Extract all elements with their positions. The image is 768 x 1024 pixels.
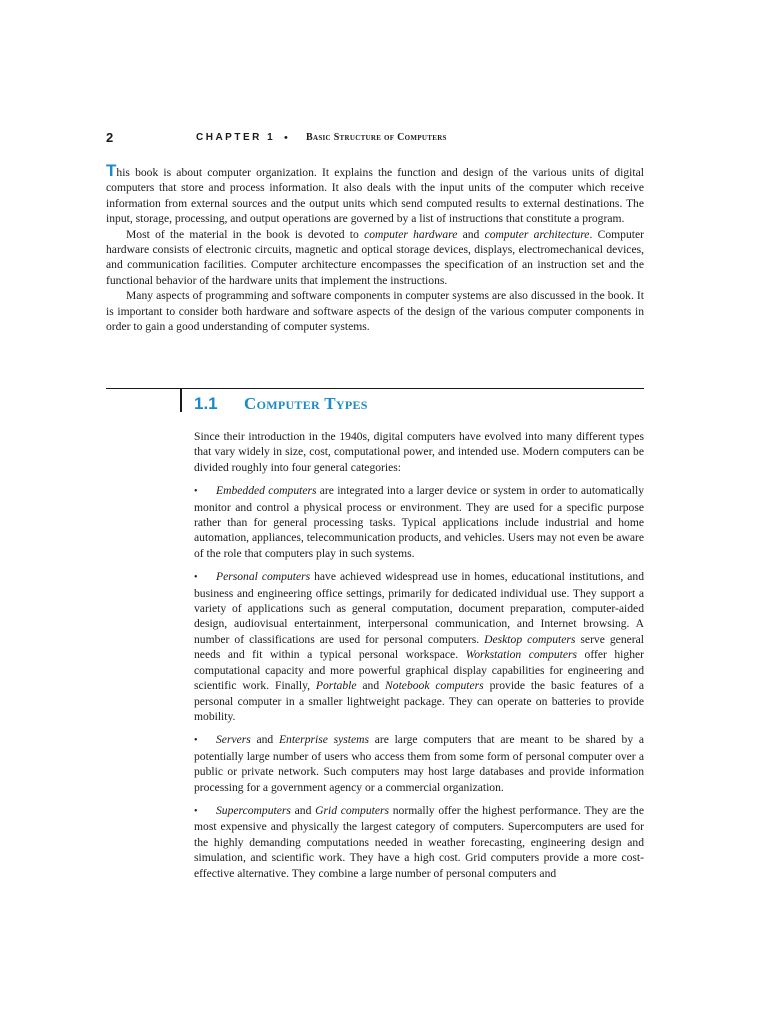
section-body xyxy=(194,429,644,889)
bullet-2-text-e: provide the basic features of a personal computer in a smaller lightweight package. They can operate on batteries to provide mobility. xyxy=(194,679,644,723)
bullet-icon: • xyxy=(194,735,198,747)
section-marker-bar xyxy=(180,388,182,412)
chapter-label: CHAPTER 1 xyxy=(196,132,276,143)
bullet-4-text-b: normally offer the highest performance. They are the most expensive and physically the largest category of computers. Supercomputers are used for the highly demanding computations needed in weather forecasting, engineering design and simulation, and scientific work. They have a high cost. Grid computers provide a more cost-effective alternative. They combine a large number of personal computers and xyxy=(194,803,644,880)
intro-p2-c: . Computer hardware consists of electronic circuits, magnetic and optical storage devices, displays, electromechanical devices, and communication facilities. Computer architecture encompasses the specification of an instruction set and the functional behavior of the hardware units that implement the instructions. xyxy=(106,227,644,287)
list-item xyxy=(194,483,644,561)
bullet-icon: • xyxy=(194,572,198,584)
intro-paragraph-1 xyxy=(106,161,644,227)
term-portable: Portable xyxy=(315,679,357,693)
bullet-2-text-a: have achieved widespread use in homes, educational institutions, and business and engineering office settings, primarily for dedicated individual use. They support a variety of applications such as general computation, document preparation, computer-aided design, audiovisual entertainment, interpersonal communication, and Internet browsing. A number of classifications are used for personal computers. xyxy=(194,570,644,646)
term-workstation-computers: Workstation computers xyxy=(465,648,578,662)
bullet-2-text-c: offer higher computational capacity and more powerful graphical display capabilities for engineering and scientific work. Finally, xyxy=(194,648,645,693)
drop-cap: T xyxy=(106,161,117,180)
bullet-3-text-b: are large computers that are meant to be shared by a potentially large number of users who access them from some form of personal computer over a public or private network. Such computers may host large databases and provide information processing for a government agency or a commercial organization. xyxy=(194,733,644,794)
list-item xyxy=(194,803,644,881)
intro-p2-b: and xyxy=(457,227,485,241)
section-title: Computer Types xyxy=(244,394,368,413)
term-notebook-computers: Notebook computers xyxy=(385,679,484,693)
bullet-1-text: are integrated into a larger device or system in order to automatically monitor and control a physical process or environment. They are used for a specific purpose rather than for general processing tasks. Typical applications include industrial and home automation, appliances, telecommunication products, and vehicles. Users may not even be aware of the role that computers play in such systems. xyxy=(194,484,644,560)
running-head xyxy=(106,129,646,147)
term-computer-architecture: computer architecture xyxy=(484,227,590,241)
section-number: 1.1 xyxy=(194,394,218,413)
header-separator: • xyxy=(284,132,288,144)
bullet-2-text-d: and xyxy=(356,679,386,693)
intro-paragraph-2 xyxy=(106,227,644,289)
term-personal-computers: Personal computers xyxy=(216,570,311,584)
term-supercomputers: Supercomputers xyxy=(216,803,291,817)
term-computer-hardware: computer hardware xyxy=(364,227,458,241)
bullet-2-text-b: serve general needs and fit within a typical personal workspace. xyxy=(194,632,644,662)
chapter-title: Basic Structure of Computers xyxy=(306,132,447,143)
bullet-icon: • xyxy=(194,805,198,817)
term-grid-computers: Grid computers xyxy=(315,803,390,817)
term-servers: Servers xyxy=(216,733,251,747)
term-embedded-computers: Embedded computers xyxy=(216,484,317,498)
bullet-icon: • xyxy=(194,486,198,498)
intro-paragraph-3 xyxy=(106,288,644,334)
section-rule xyxy=(106,388,644,389)
intro-p1-text: his book is about computer organization. It explains the function and design of the various units of digital computers that store and process information. It also deals with the input units of the computer which receive information from external sources and the output units which send computed results to external destinations. The input, storage, processing, and output operations are governed by a list of instructions that constitute a program. xyxy=(106,166,644,226)
bullet-4-text-a: and xyxy=(290,803,316,817)
term-desktop-computers: Desktop computers xyxy=(484,632,576,646)
bullet-3-text-a: and xyxy=(250,733,279,747)
intro-p2-a: Most of the material in the book is devoted to xyxy=(126,227,365,241)
list-item xyxy=(194,732,644,795)
intro-p3-text: Many aspects of programming and software components in computer systems are also discussed in the book. It is important to consider both hardware and software aspects of the design of the various computer components in order to gain a good understanding of computer systems. xyxy=(106,289,644,334)
list-item xyxy=(194,569,644,724)
term-enterprise-systems: Enterprise systems xyxy=(278,733,370,747)
intro-text xyxy=(106,161,644,334)
page-number: 2 xyxy=(106,130,114,145)
section-intro-paragraph: Since their introduction in the 1940s, digital computers have evolved into many different types that vary widely in size, cost, computational power, and intended use. Modern computers can be divided roughly into four general categories: xyxy=(194,430,644,474)
